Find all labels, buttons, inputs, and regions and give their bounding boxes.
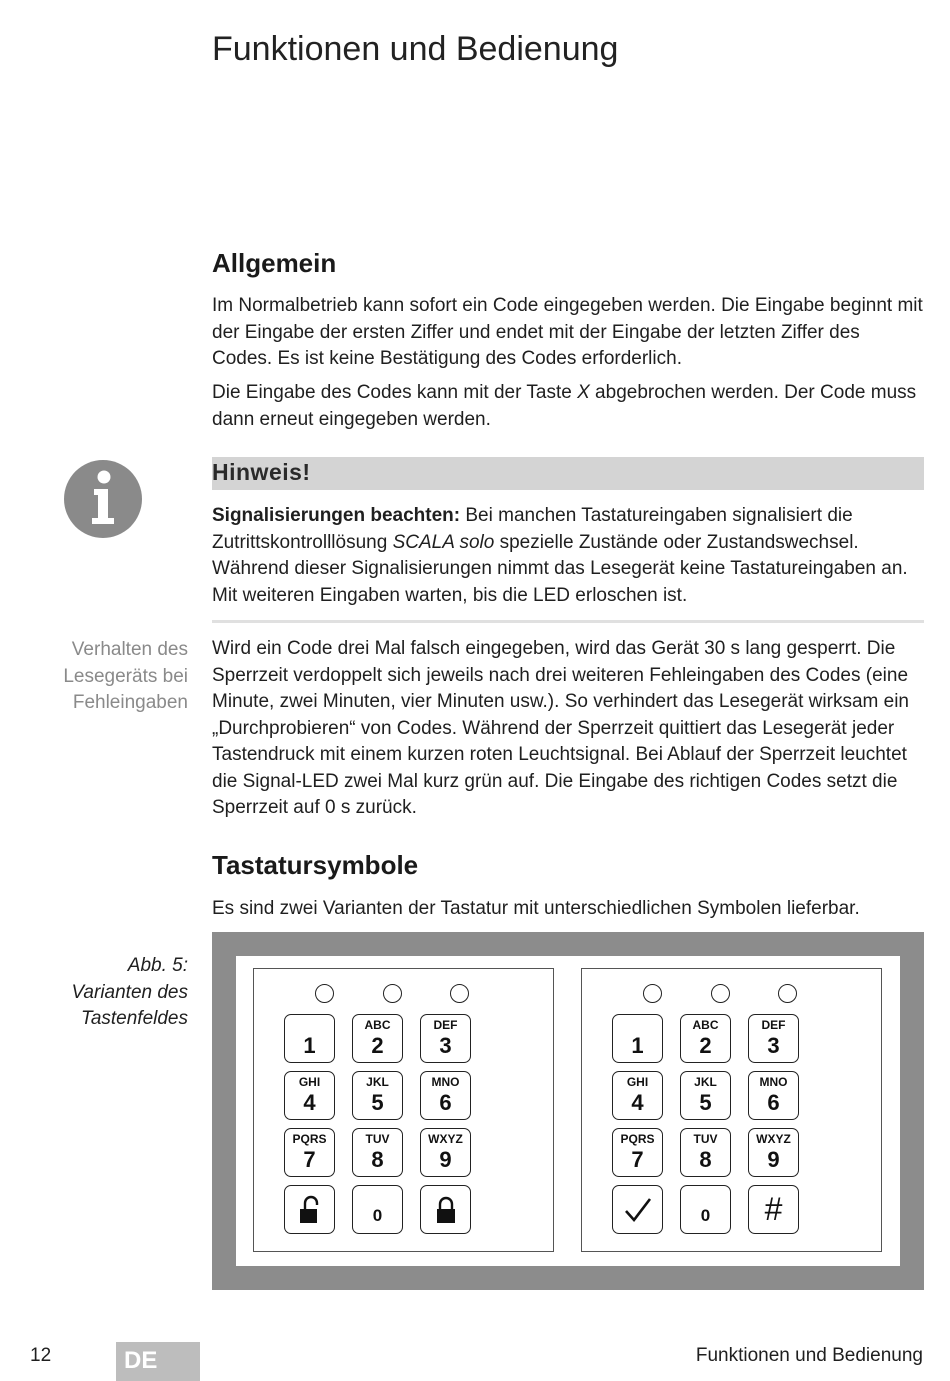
text-run: spezielle Zustände oder Zustandswechsel. Während dieser Signalisierungen nimmt das Lesegerät keine Tastatureingaben an. Mit weiteren Eingaben warten, bis die LED erloschen ist.: [212, 531, 908, 606]
key-letters: DEF: [761, 1018, 786, 1032]
key-digit: 8: [371, 1147, 384, 1172]
keypad-key-9: [748, 1128, 799, 1177]
key-letters: DEF: [433, 1018, 458, 1032]
figure-caption: [71, 953, 188, 1033]
key-letters: ABC: [692, 1018, 719, 1032]
key-digit: 1: [303, 1033, 316, 1058]
key-letters: ABC: [364, 1018, 391, 1032]
keypad-key-7: [612, 1128, 663, 1177]
key-digit: 3: [439, 1033, 452, 1058]
keypad-key-2: [352, 1014, 403, 1063]
unlock-icon: [285, 1186, 334, 1233]
language-tab: [116, 1342, 200, 1381]
status-led: [315, 984, 334, 1003]
keypad-key-5: [352, 1071, 403, 1120]
key-letters: TUV: [365, 1132, 390, 1146]
key-digit: 2: [699, 1033, 712, 1058]
status-led: [383, 984, 402, 1003]
key-digit: 0: [372, 1206, 383, 1225]
keypad-figure-inner: [236, 956, 900, 1266]
key-letters: PQRS: [620, 1132, 655, 1146]
keypad-key-4: [284, 1071, 335, 1120]
key-digit: 0: [700, 1206, 711, 1225]
margin-note-errors: [63, 637, 188, 717]
key-letters: GHI: [298, 1075, 321, 1089]
errors-paragraph: Wird ein Code drei Mal falsch eingegeben, wird das Gerät 30 s lang gesperrt. Die Sperrzeit verdoppelt sich jeweils nach drei weiteren Fehleingaben des Codes (eine Minute, zwei Minuten, vier Minuten usw.). So verhindert das Lesegerät wirksam ein „Durchprobieren“ von Codes. Während der Sperrzeit quittiert das Lesegerät jeder Tastendruck mit einem kurzen roten Leuchtsignal. Bei Ablauf der Sperrzeit leuchtet die Signal-LED zwei Mal kurz grün auf. Die Eingabe des richtigen Codes setzt die Sperrzeit auf 0 s zurück.: [212, 638, 909, 818]
keypad-variant-2: [581, 968, 882, 1252]
key-digit: 7: [631, 1147, 644, 1172]
page-number: 12: [30, 1345, 52, 1366]
key-digit: 1: [631, 1033, 644, 1058]
key-letters: WXYZ: [428, 1132, 463, 1146]
caption-line: Abb. 5:: [127, 955, 188, 976]
caption-line: Varianten des: [71, 981, 188, 1003]
keypad-key-0: [680, 1185, 731, 1234]
keypad-key-3: [420, 1014, 471, 1063]
keypad-key-8: [680, 1128, 731, 1177]
key-letters: JKL: [366, 1075, 389, 1089]
keypad-variant-1: [253, 968, 554, 1252]
key-digit: 9: [767, 1147, 780, 1172]
keypad-key-0: [352, 1185, 403, 1234]
product-name: SCALA solo: [392, 531, 495, 553]
keypad-key-2: [680, 1014, 731, 1063]
key-digit: 4: [631, 1090, 644, 1115]
status-led: [450, 984, 469, 1003]
page-header-title: Funktionen und Bedienung: [212, 30, 619, 68]
key-digit: 5: [371, 1090, 384, 1115]
hint-bold-lead: Signalisierungen beachten:: [212, 505, 461, 526]
key-letters: JKL: [694, 1075, 717, 1089]
key-digit: 2: [371, 1033, 384, 1058]
keypad-figure: [212, 932, 924, 1290]
keypad-key-1: [284, 1014, 335, 1063]
key-digit: 5: [699, 1090, 712, 1115]
key-letters: MNO: [431, 1075, 460, 1089]
key-letters: TUV: [693, 1132, 718, 1146]
general-paragraph-1: Im Normalbetrieb kann sofort ein Code eingegeben werden. Die Eingabe beginnt mit der Eingabe der ersten Ziffer und endet mit der Eingabe der letzten Ziffer des Codes. Es ist keine Bestätigung des Codes erforderlich.: [212, 295, 923, 369]
key-letters: MNO: [759, 1075, 788, 1089]
keypad-key-checkmark: [612, 1185, 663, 1234]
status-led: [643, 984, 662, 1003]
keypad-key-5: [680, 1071, 731, 1120]
hint-paragraph: [212, 503, 924, 609]
lock-icon: [421, 1186, 470, 1233]
keypad-key-lock: [420, 1185, 471, 1234]
key-digit: 6: [439, 1090, 452, 1115]
hint-label: Hinweis!: [212, 459, 311, 485]
margin-note-line: Fehleingaben: [72, 692, 188, 713]
text-run: Bei manchen Tastatureingaben signalisiert die Zutrittskontrolllösung: [212, 505, 853, 553]
key-digit: 9: [439, 1147, 452, 1172]
info-icon: [64, 460, 142, 538]
keypad-key-9: [420, 1128, 471, 1177]
section-heading-general: Allgemein: [212, 248, 337, 278]
checkmark-icon: [613, 1186, 662, 1233]
key-letters: PQRS: [292, 1132, 327, 1146]
key-digit: 7: [303, 1147, 316, 1172]
key-digit: 4: [303, 1090, 316, 1115]
section-heading-keypad: Tastatursymbole: [212, 850, 419, 880]
text-run: Die Eingabe des Codes kann mit der Taste: [212, 382, 578, 403]
key-letters: GHI: [626, 1075, 649, 1089]
key-name-x: X: [577, 382, 590, 403]
hint-banner: [212, 457, 924, 490]
key-digit: 3: [767, 1033, 780, 1058]
status-led: [711, 984, 730, 1003]
key-digit: 6: [767, 1090, 780, 1115]
text-run: abgebrochen werden. Der Code muss dann erneut eingegeben werden.: [212, 382, 917, 430]
margin-note-line: Lesegeräts bei: [63, 665, 188, 687]
key-letters: WXYZ: [756, 1132, 791, 1146]
margin-note-line: Verhalten des: [71, 639, 188, 660]
keypad-key-3: [748, 1014, 799, 1063]
status-led: [778, 984, 797, 1003]
keypad-key-8: [352, 1128, 403, 1177]
keypad-intro: Es sind zwei Varianten der Tastatur mit unterschiedlichen Symbolen lieferbar.: [212, 898, 860, 919]
hint-divider: [212, 620, 924, 623]
keypad-key-hash: [748, 1185, 799, 1234]
key-digit: 8: [699, 1147, 712, 1172]
hash-symbol: #: [764, 1191, 783, 1227]
keypad-key-6: [420, 1071, 471, 1120]
footer-title: Funktionen und Bedienung: [695, 1345, 923, 1366]
keypad-key-4: [612, 1071, 663, 1120]
keypad-key-unlock: [284, 1185, 335, 1234]
keypad-key-6: [748, 1071, 799, 1120]
keypad-key-7: [284, 1128, 335, 1177]
general-paragraph-2: [212, 380, 924, 433]
caption-line: Tastenfeldes: [80, 1008, 188, 1029]
language-label: DE: [124, 1347, 158, 1374]
keypad-key-1: [612, 1014, 663, 1063]
